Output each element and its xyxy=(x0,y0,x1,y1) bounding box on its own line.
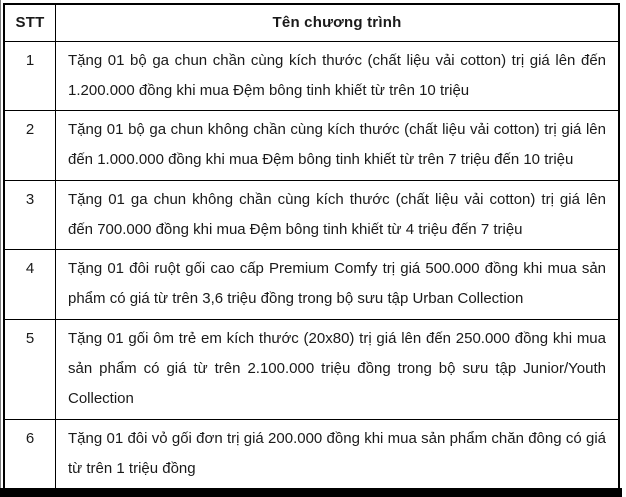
program-cell: Tặng 01 đôi ruột gối cao cấp Premium Comfy trị giá 500.000 đồng khi mua sản phẩm có giá từ trên 3,6 triệu đồng trong bộ sưu tập Urban Collection xyxy=(56,249,620,319)
stt-cell: 3 xyxy=(4,180,56,249)
left-edge-line xyxy=(0,0,1,497)
table-row xyxy=(4,110,619,180)
promotions-table xyxy=(3,3,620,497)
program-cell: Tặng 01 ga chun không chần cùng kích thước (chất liệu vải cotton) trị giá lên đến 700.000 đồng khi mua Đệm bông tinh khiết từ 4 triệu đến 7 triệu xyxy=(56,180,620,249)
program-cell: Tặng 01 bộ ga chun chần cùng kích thước (chất liệu vải cotton) trị giá lên đến 1.200.000 đồng khi mua Đệm bông tinh khiết từ trên 10 triệu xyxy=(56,41,620,110)
column-header-program: Tên chương trình xyxy=(56,4,620,41)
column-header-stt: STT xyxy=(4,4,56,41)
stt-cell: 5 xyxy=(4,319,56,419)
table-row xyxy=(4,419,619,488)
table-row xyxy=(4,180,619,249)
bottom-black-bar xyxy=(0,488,622,497)
program-cell: Tặng 01 đôi vỏ gối đơn trị giá 200.000 đồng khi mua sản phẩm chăn đông có giá từ trên 1 triệu đồng xyxy=(56,419,620,488)
stt-cell: 2 xyxy=(4,110,56,180)
stt-cell: 1 xyxy=(4,41,56,110)
stt-cell: 6 xyxy=(4,419,56,488)
table-row xyxy=(4,41,619,110)
program-cell: Tặng 01 gối ôm trẻ em kích thước (20x80) trị giá lên đến 250.000 đồng khi mua sản phẩm có giá từ trên 2.100.000 triệu đồng trong bộ sưu tập Junior/Youth Collection xyxy=(56,319,620,419)
table-row xyxy=(4,249,619,319)
table-row xyxy=(4,319,619,419)
table-body xyxy=(4,41,619,497)
header-row xyxy=(4,4,619,41)
program-cell: Tặng 01 bộ ga chun không chần cùng kích thước (chất liệu vải cotton) trị giá lên đến 1.000.000 đồng khi mua Đệm bông tinh khiết từ trên 7 triệu đến 10 triệu xyxy=(56,110,620,180)
stt-cell: 4 xyxy=(4,249,56,319)
